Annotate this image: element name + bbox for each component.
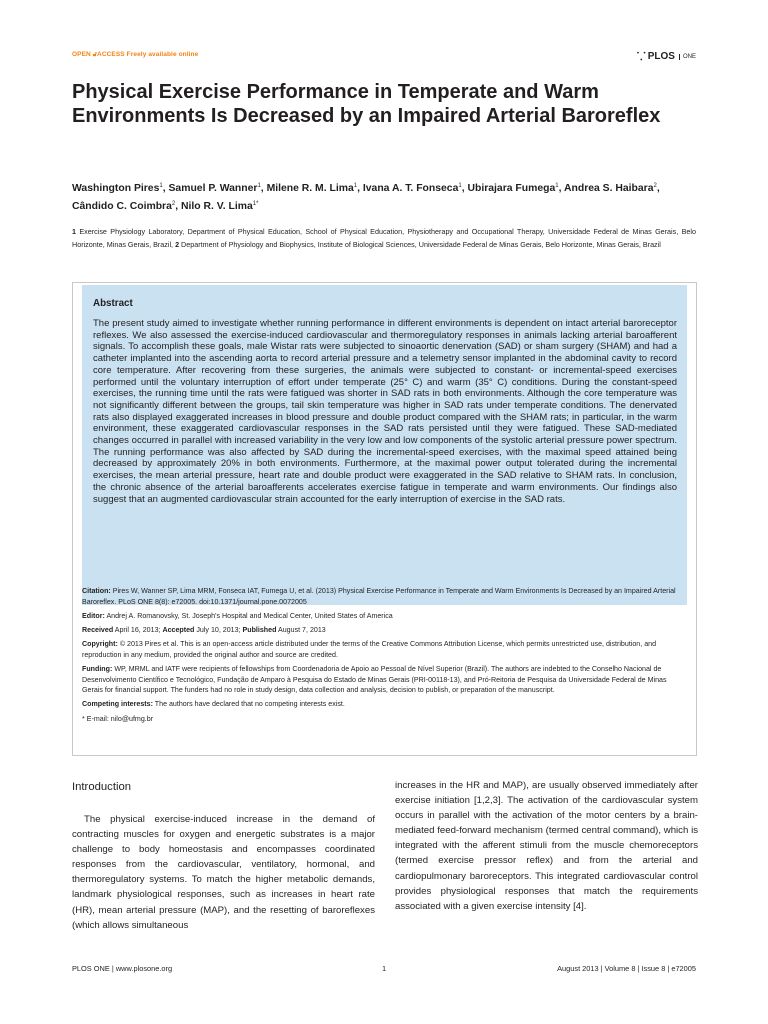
author-affiliation-marker: 1 — [159, 183, 163, 189]
received-label: Received — [82, 625, 114, 634]
received-date: April 16, 2013; — [113, 625, 163, 634]
published-date: August 7, 2013 — [276, 625, 326, 634]
open-access-open: OPEN — [72, 51, 91, 58]
open-access-access: ACCESS — [97, 51, 125, 58]
author-affiliation-marker: 1 — [257, 183, 261, 189]
author-name: Samuel P. Wanner — [168, 183, 258, 194]
body-column-right — [395, 778, 698, 914]
author-affiliation-marker: 2 — [653, 183, 657, 189]
author-affiliation-marker: 1 — [555, 183, 559, 189]
competing-label: Competing interests: — [82, 700, 153, 709]
author-name: Ivana A. T. Fonseca — [362, 183, 459, 194]
plos-mark-icon: ⸪ — [636, 51, 645, 63]
author — [267, 183, 358, 194]
affiliation-number: 1 — [72, 227, 76, 236]
author-affiliation-marker: 1 — [458, 183, 462, 189]
affiliation-text: Department of Physiology and Biophysics, Institute of Biological Sciences, Universidade Federal de Minas Gerais, Belo Horizonte, Minas Gerais, Brazil — [179, 240, 661, 250]
accepted-label: Accepted — [162, 625, 195, 634]
citation-label: Citation: — [82, 587, 111, 595]
footer-issue: August 2013 | Volume 8 | Issue 8 | e72005 — [557, 964, 696, 973]
affiliation-number: 2 — [175, 240, 180, 250]
author-name: Ubirajara Fumega — [467, 183, 556, 194]
author-list: Washington Pires$^1$, Samuel P. Wanner$^1$, Milene R. M. Lima$^1$, Ivana A. T. Fonseca$^1$, Ubirajara Fumega$^1$, Andrea S. Haibara$^2$, Cândido C. Coimbra$^2$, Nilo R. V. Lima$^{1*}$ — [72, 183, 660, 212]
dates — [82, 625, 682, 636]
section-heading-introduction: Introduction — [72, 781, 132, 793]
abstract-heading: Abstract — [93, 298, 133, 309]
freely-available-label: Freely available online — [126, 51, 199, 58]
plos-wordmark: PLOS — [647, 51, 675, 62]
author-affiliation-marker: 2 — [171, 200, 176, 207]
body-paragraph: increases in the HR and MAP), are usually observed immediately after exercise initiation [1,2,3]. The activation of the cardiovascular system occurs in parallel with the activation of the motor centers by a brain-mediated feed-forward mechanism (termed central command), which is integrated with the afferent stimuli from the muscle chemoreceptors (termed exercise pressor reflex) and from the arterial and cardiopulmonary baroreceptors. This integrated cardiovascular control provides physiological responses that match the requirements associated with a given exercise intensity [4]. — [395, 780, 698, 912]
author — [72, 183, 163, 194]
competing-text: The authors have declared that no competing interests exist. — [152, 700, 345, 709]
author — [181, 201, 258, 212]
editor-text: Andrej A. Romanovsky, St. Joseph's Hospital and Medical Center, United States of America — [104, 611, 393, 620]
editor-label: Editor: — [82, 611, 105, 620]
editor — [82, 611, 682, 622]
author-affiliation-marker: 1* — [252, 200, 259, 207]
footer-journal: PLOS ONE | www.plosone.org — [72, 964, 173, 973]
competing-interests — [82, 699, 682, 710]
copyright-text: © 2013 Pires et al. This is an open-access article distributed under the terms of the Creative Commons Attribution License, which permits unrestricted use, distribution, and reproduction in any medium, provided the original author and source are credited. — [82, 640, 657, 659]
copyright-label: Copyright: — [82, 640, 118, 649]
author-name: Cândido C. Coimbra — [72, 200, 172, 212]
accepted-date: July 10, 2013; — [194, 625, 243, 634]
plos-one-logo — [637, 49, 696, 64]
body-column-left — [72, 778, 375, 933]
page-footer — [72, 964, 696, 976]
funding — [82, 664, 682, 696]
author — [564, 183, 657, 194]
author — [169, 183, 261, 194]
funding-label: Funding: — [82, 664, 113, 673]
funding-text: WP, MRML and IATF were recipients of fellowships from Coordenadoria de Apoio ao Pessoal de Nível Superior (Brazil). The authors are indebted to the Conselho Nacional de Desenvolvimento Científico e Tecnológico, Fundação de Amparo à Pesquisa do Estado de Minas Gerais (PRI-00118-13), and Pró-Reitoria de Pesquisa da Universidade Federal de Minas Gerais for financial support. The funders had no role in study design, data collection and analysis, decision to publish, or preparation of the manuscript. — [82, 664, 667, 695]
plos-one-wordmark: ONE — [679, 54, 696, 60]
published-label: Published — [242, 625, 277, 634]
author-name: Milene R. M. Lima — [266, 183, 354, 194]
abstract-panel — [82, 285, 687, 605]
copyright — [82, 639, 682, 660]
author — [467, 183, 558, 194]
affiliation-text: Exercise Physiology Laboratory, Department of Physical Education, School of Physical Education, Physiotherapy and Occupational Therapy, Universidade Federal de Minas Gerais, Belo Horizonte, Minas Gerais, Brazil, — [72, 227, 696, 250]
body-paragraph: The physical exercise-induced increase in the demand of contracting muscles for oxygen and energetic substrates is a major challenge to body homeostasis and encompasses coordinated responses from the cardiovascular, ventilatory, hormonal, and thermoregulatory systems. To match the higher metabolic demands, landmark physiological responses, such as increases in heart rate (HR), mean arterial pressure (MAP), and the resetting of baroreflexes (which allows simultaneous — [72, 814, 375, 931]
article-title: Physical Exercise Performance in Temperate and Warm Environments Is Decreased by an Impaired Arterial Baroreflex — [72, 81, 661, 127]
author-name: Andrea S. Haibara — [564, 183, 654, 194]
author-name: Washington Pires — [72, 183, 160, 194]
author — [72, 201, 175, 212]
author — [363, 183, 462, 194]
abstract-text: The present study aimed to investigate whether running performance in different environments is dependent on intact arterial baroreceptor reflexes. We also assessed the exercise-induced cardiovascular and thermoregulatory responses in animals lacking arterial baroafferent signals. To accomplish these goals, male Wistar rats were subjected to sinoaortic denervation (SAD) or sham surgery (SHAM) and had a catheter implanted into the ascending aorta to record arterial pressure and a telemetry sensor implanted in the abdominal cavity to record core temperature. After recovering from these surgeries, the animals were subjected to constant- or incremental-speed exercises performed until the voluntary interruption of effort under temperate (25° C) and warm (35° C) conditions. During the constant-speed exercises, the running time until the rats were fatigued was shorter in SAD rats in both environments. Although the core temperature was not significantly different between the groups, tail skin temperature was higher in SAD rats under temperate conditions. The denervated rats also displayed exaggerated increases in blood pressure and double product compared with the SHAM rats; in particular, in the warm environment, these exaggerated cardiovascular responses in the SAD rats persisted until they were fatigued. These SAD-mediated changes occurred in parallel with increased variability in the very low and low components of the systolic arterial pressure power spectrum. The running performance was also affected by SAD during the incremental-speed exercises, with the maximal speed attained being decreased by approximately 20% in both environments. Furthermore, at the maximal power output tolerated during the incremental exercises, the mean arterial pressure, heart rate and double product were exaggerated in the SAD relative to SHAM rats. In conclusion, the chronic absence of the arterial baroafferents accelerates exercise fatigue in temperate and warm environments. Our findings also suggest that an augmented cardiovascular strain accounted for the early interruption of exercise in the SAD rats. — [93, 318, 677, 505]
open-access-lock-icon: 🔓︎ — [92, 51, 98, 58]
author-name: Nilo R. V. Lima — [181, 200, 253, 212]
citation — [82, 586, 682, 607]
journal-header — [72, 49, 696, 63]
open-access-badge — [72, 51, 198, 59]
affiliations — [72, 225, 696, 251]
author-affiliation-marker: 1 — [353, 183, 358, 189]
article-metadata — [82, 586, 682, 728]
corresponding-email: * E-mail: nilo@ufmg.br — [82, 714, 154, 723]
page-number: 1 — [382, 964, 387, 973]
citation-text: Pires W, Wanner SP, Lima MRM, Fonseca IAT, Fumega U, et al. (2013) Physical Exercise Performance in Temperate and Warm Environments Is Decreased by an Impaired Arterial Baroreflex. PLoS ONE 8(8): e72005. doi:10.1371/journal.pone.0072005 — [82, 587, 676, 606]
